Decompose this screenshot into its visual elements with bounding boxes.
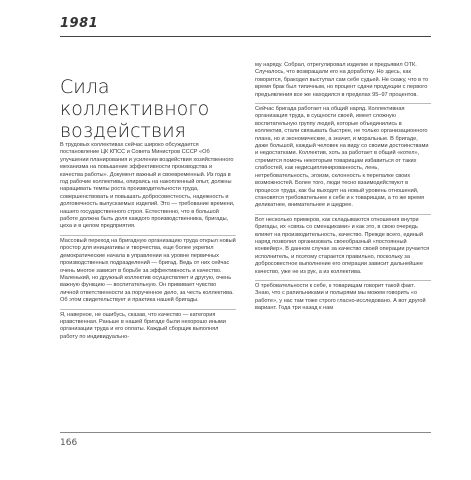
paragraph: В трудовых коллективах сейчас широко обсуждается постановление ЦК КПСС и Совета Министров СССР «Об улучшении планирования и усилении воздействия хозяйственного механизма на повышение эффективности производства и качества работы». Документ важный и своевременный. Из года в год рабочие коллективы, опираясь на накопленный опыт, должны наращивать темпы роста производительности труда, совершенствовать и повышать добросовестность, надежность и долговечность выпускаемых изделий. Это — требование времени, нашего государственного строя. Естественно, что в большой работе должна быть доля каждого производственника, бригады, цеха и в целом предприятия. — [60, 140, 236, 236]
paragraph: му наряду. Собрал, отрегулировал изделие и предъявил ОТК. Случалось, что возвращали его на доработку. Но здесь, как говорится, бракодел выступал сам себе судьей. Не скажу, что в то время брак был типичным, но процент сдачи продукции с первого предъявления все же находился в пределах 95–97 процентов. — [255, 60, 431, 104]
right-column — [255, 60, 431, 317]
paragraph: Вот несколько примеров, как складываются отношения внутри бригады, их «связь со сменщиками» и как это, в свою очередь влияет на производительность, качество. Прежде всего, единый наряд позволил организовать своеобразный «постоянный конвейер». В данном случае за качество своей операции ручается исполнитель, и поэтому старается правильно, поскольку за добросовестное выполнение его операции зависит дальнейшее качество, уже не из рук, а из коллектива. — [255, 215, 431, 281]
paragraph: Сейчас бригада работает на общий наряд. Коллективная организация труда, в сущности своей, имеет сложную воспитательную группу людей, которые объединились в коллектив, стали связывать быстрее, не только организационного плана, но и экономические, а значит, и моральные. В бригаде, даже большой, каждый человек на виду со своими достоинствами и недостатками. Коллектив, хоть за работает в общий «котел», стремится помочь некоторым товарищам избавиться от таких слабостей, как недисциплинированность, лень, нетребовательность, эгоизм, склонность к перепалке своих возможностей. Более того, люди тесно взаимодействуют в процессе труда, как бы выходят на новый уровень отношений, становятся требовательнее к себе и к товарищам, а то же время деликатнее, внимательнее и щедрее. — [255, 104, 431, 215]
left-column — [60, 140, 236, 345]
top-divider — [60, 36, 431, 37]
year-heading: 1981 — [60, 16, 99, 31]
paragraph: Я, наверное, не ошибусь, сказав, что качество — категория нравственная. Раньше в нашей бригаде были нехорошо иными организации труда и его оплаты. Каждый сборщик выполнял работу по индивидуально- — [60, 311, 226, 340]
paragraph: Массовый переход на бригадную организацию труда открыл новый простор для инициативы и творчества, еще более укрепил демократические начала в управлении на уровне первичных производственных подразделений — бригад. Ведь от них сейчас очень многое зависит в борьбе за эффективность и качество. Маленький, но дружный коллектив осуществляет и другую, очень важную функцию — воспитательную. Он прививает чувство личной ответственности за порученное дело, за честь коллектива. Об этом свидетельствует и практика нашей бригады. — [60, 236, 236, 310]
page-number: 166 — [60, 438, 78, 448]
article-title: Сила коллективного воздействия — [60, 76, 210, 142]
bottom-divider — [60, 432, 431, 433]
paragraph: О требовательности к себе, к товарищам говорит такой факт. Знаю, что с рапильниками и полырями мы можем говорить «о работе», у нас там тоже строго гласно-исследовано. А вот другой вариант. Года три назад к нам — [255, 282, 426, 312]
